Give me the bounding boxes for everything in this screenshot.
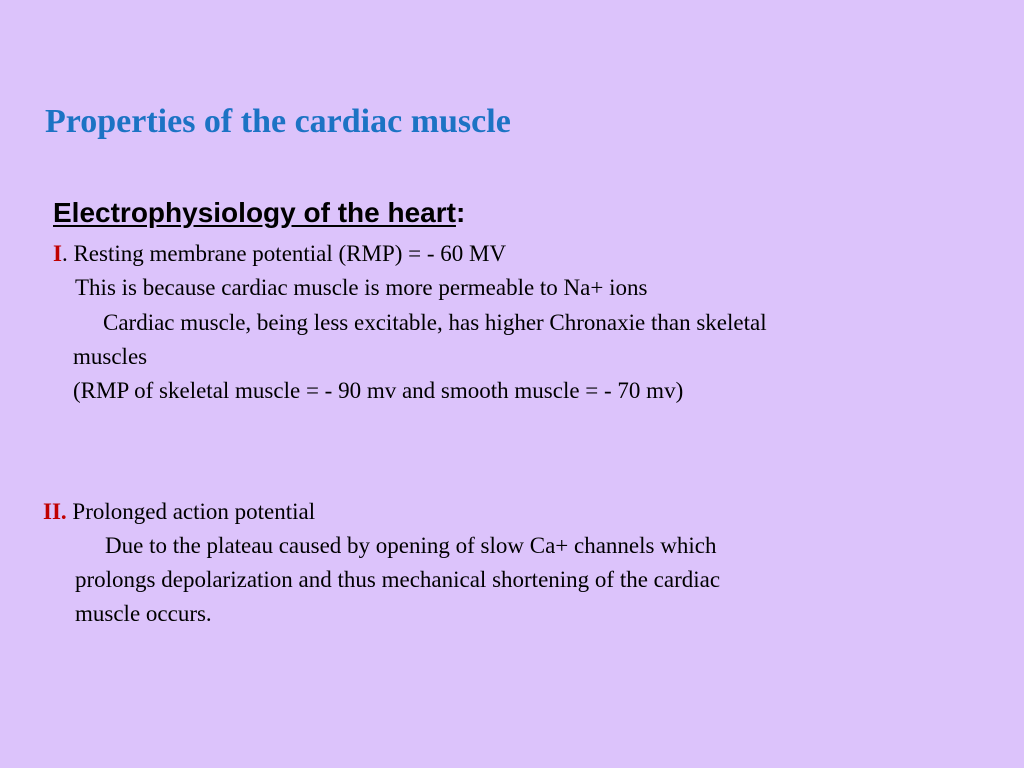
point-2-title — [43, 498, 315, 526]
point-2-numeral: II. — [43, 499, 67, 524]
point-1-text: . Resting membrane potential (RMP) = - 60 MV — [61, 241, 507, 266]
point-1-title — [53, 240, 506, 268]
point-1-line: Cardiac muscle, being less excitable, has higher Chronaxie than skeletal — [103, 310, 767, 335]
point-1-line: muscles — [73, 344, 148, 369]
point-1-line: This is because cardiac muscle is more permeable to Na+ ions — [75, 275, 648, 300]
point-2-line: prolongs depolarization and thus mechanical shortening of the cardiac — [75, 567, 721, 592]
point-1-numeral: I — [53, 241, 62, 266]
section-heading-colon: : — [455, 197, 466, 228]
section-heading-text: Electrophysiology of the heart — [53, 197, 456, 228]
point-2-line: muscle occurs. — [75, 601, 212, 626]
section-heading — [53, 196, 465, 230]
point-2-line: Due to the plateau caused by opening of slow Ca+ channels which — [105, 533, 717, 558]
slide-title: Properties of the cardiac muscle — [45, 103, 511, 140]
point-1-line: (RMP of skeletal muscle = - 90 mv and smooth muscle = - 70 mv) — [73, 378, 684, 403]
point-2-text: Prolonged action potential — [66, 499, 316, 524]
